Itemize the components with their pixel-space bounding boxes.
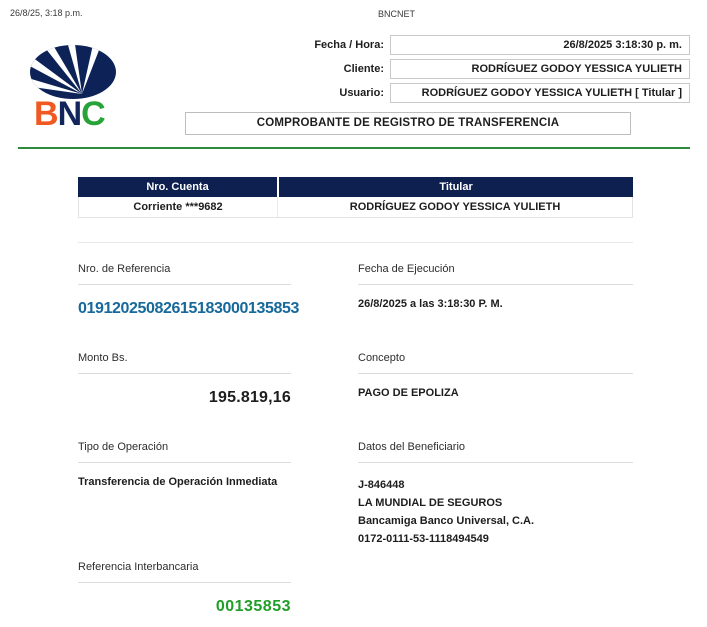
fecha-ejecucion-label: Fecha de Ejecución — [358, 263, 633, 285]
field-fecha-ejecucion — [358, 263, 633, 310]
receipt-title: COMPROBANTE DE REGISTRO DE TRANSFERENCIA — [185, 112, 631, 135]
account-holder-cell: RODRÍGUEZ GODOY YESSICA YULIETH — [349, 201, 561, 213]
beneficiario-rif: J-846448 — [358, 479, 405, 491]
usuario-value: RODRÍGUEZ GODOY YESSICA YULIETH [ Titular ] — [390, 83, 690, 103]
nro-referencia-value: 01912025082615183000135853 — [78, 300, 299, 317]
account-table — [78, 177, 633, 218]
beneficiario-nombre: LA MUNDIAL DE SEGUROS — [358, 497, 503, 510]
logo-letter-n: N — [57, 95, 82, 128]
field-referencia-interbancaria — [78, 561, 291, 616]
svg-text:BNC — [34, 95, 105, 128]
cliente-value: RODRÍGUEZ GODOY YESSICA YULIETH — [390, 59, 690, 79]
header-row-fecha-hora — [230, 35, 690, 55]
beneficiario-value — [358, 476, 633, 549]
concepto-label: Concepto — [358, 352, 633, 374]
column-header-nro-cuenta: Nro. Cuenta — [78, 177, 277, 197]
field-tipo-operacion — [78, 441, 291, 488]
concepto-value: PAGO DE EPOLIZA — [358, 387, 459, 399]
section-divider — [78, 242, 633, 243]
monto-value: 195.819,16 — [208, 389, 291, 406]
tipo-operacion-label: Tipo de Operación — [78, 441, 291, 463]
field-monto — [78, 352, 291, 407]
field-nro-referencia — [78, 263, 299, 318]
beneficiario-label: Datos del Beneficiario — [358, 441, 633, 463]
account-number-cell: Corriente ***9682 — [79, 197, 278, 217]
fecha-ejecucion-value: 26/8/2025 a las 3:18:30 P. M. — [358, 298, 503, 310]
bnc-logo — [18, 44, 130, 128]
nro-referencia-label: Nro. de Referencia — [78, 263, 291, 285]
header-row-cliente — [230, 59, 690, 79]
beneficiario-cuenta: 0172-0111-53-1118494549 — [358, 533, 489, 546]
beneficiario-banco: Bancamiga Banco Universal, C.A. — [358, 515, 535, 528]
usuario-label: Usuario: — [339, 87, 384, 99]
monto-label: Monto Bs. — [78, 352, 291, 374]
site-name: BNCNET — [378, 9, 416, 19]
fecha-hora-value: 26/8/2025 3:18:30 p. m. — [390, 35, 690, 55]
table-row — [78, 197, 633, 218]
logo-letter-b: B — [34, 95, 58, 128]
tipo-operacion-value: Transferencia de Operación Inmediata — [78, 476, 278, 488]
logo-letter-c: C — [81, 95, 105, 128]
referencia-interbancaria-label: Referencia Interbancaria — [78, 561, 291, 583]
field-concepto — [358, 352, 633, 399]
green-divider — [18, 147, 690, 149]
field-beneficiario — [358, 441, 633, 549]
fecha-hora-label: Fecha / Hora: — [314, 39, 384, 51]
print-timestamp: 26/8/25, 3:18 p.m. — [10, 8, 83, 18]
referencia-interbancaria-value: 00135853 — [215, 598, 291, 615]
header-row-usuario — [230, 83, 690, 103]
column-header-titular: Titular — [279, 177, 633, 197]
cliente-label: Cliente: — [343, 63, 384, 75]
account-table-header — [78, 177, 633, 197]
